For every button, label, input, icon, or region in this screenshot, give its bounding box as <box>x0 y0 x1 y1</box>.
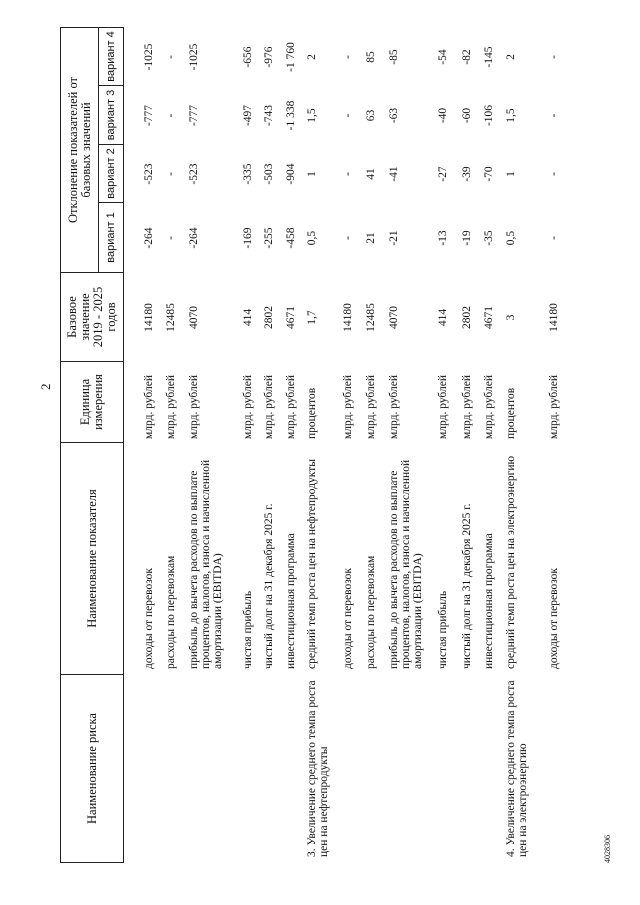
header-indicator: Наименование показателя <box>60 442 124 675</box>
variant-1-value: -35 <box>483 230 495 246</box>
base-value: 414 <box>437 308 449 327</box>
base-value: 14180 <box>342 303 354 332</box>
indicator-name: средний темп роста цен на нефтепродукты <box>306 459 318 669</box>
header-variant-2: вариант 2 <box>98 144 124 203</box>
header-risk: Наименование риска <box>60 674 124 863</box>
header-base: Базовое значение 2019 - 2025 годов <box>60 272 124 362</box>
variant-2-value: -335 <box>242 163 254 185</box>
variant-2-value: - <box>342 172 354 176</box>
base-value: 14180 <box>143 303 155 332</box>
variant-3-value: - <box>548 113 560 118</box>
indicator-name: чистый долг на 31 декабря 2025 г. <box>461 503 473 669</box>
variant-1-value: - <box>342 236 354 240</box>
unit-cell: процентов <box>306 387 318 439</box>
variant-2-value: -523 <box>188 163 200 185</box>
variant-4-value: -1025 <box>143 43 155 71</box>
base-value: 414 <box>242 308 254 327</box>
variant-2-value: 1 <box>306 171 318 177</box>
variant-4-value: -54 <box>437 49 449 65</box>
variant-3-value: -63 <box>388 107 400 124</box>
base-value: 2802 <box>263 306 275 329</box>
base-value: 14180 <box>548 303 560 332</box>
base-value: 2802 <box>461 306 473 329</box>
variant-4-value: -145 <box>483 46 495 68</box>
indicator-name: доходы от перевозок <box>548 567 560 669</box>
variant-2-value: -904 <box>285 163 297 185</box>
variant-2-value: - <box>548 172 560 176</box>
variant-3-value: -40 <box>437 107 449 124</box>
variant-2-value: -41 <box>388 166 400 182</box>
unit-cell: млрд. рублей <box>143 375 155 439</box>
unit-cell: млрд. рублей <box>388 375 400 439</box>
variant-4-value: -656 <box>242 46 254 68</box>
indicator-name: инвестиционная программа <box>483 533 495 669</box>
base-value: 12485 <box>165 303 177 332</box>
indicator-name: чистый долг на 31 декабря 2025 г. <box>263 503 275 669</box>
variant-2-value: -27 <box>437 166 449 182</box>
footer-code: 4028306 <box>603 835 612 863</box>
unit-cell: млрд. рублей <box>242 375 254 439</box>
variant-1-value: -264 <box>188 227 200 249</box>
indicator-name: расходы по перевозкам <box>365 555 377 669</box>
base-value: 4671 <box>285 306 297 329</box>
header-unit: Единица измерения <box>60 361 124 443</box>
base-value: 12485 <box>365 303 377 332</box>
header-deviation: Отклонение показателей от базовых значений <box>60 27 99 273</box>
header-variant-3: вариант 3 <box>98 85 124 145</box>
unit-cell: млрд. рублей <box>365 375 377 439</box>
variant-1-value: -264 <box>143 227 155 249</box>
indicator-name: прибыль до вычета расходов по выплате процентов, налогов, износа и начисленной амортизации (EBITDA) <box>388 459 424 669</box>
unit-cell: млрд. рублей <box>165 375 177 439</box>
base-value: 3 <box>505 314 517 321</box>
variant-4-value: 2 <box>505 54 517 60</box>
variant-4-value: 2 <box>306 54 318 60</box>
variant-4-value: - <box>548 55 560 59</box>
indicator-name: доходы от перевозок <box>143 567 155 669</box>
variant-1-value: 0,5 <box>505 230 517 246</box>
indicator-name: доходы от перевозок <box>342 567 354 669</box>
unit-cell: млрд. рублей <box>263 375 275 439</box>
header-variant-4: вариант 4 <box>98 27 124 86</box>
variant-3-value: - <box>165 113 177 118</box>
variant-3-value: -777 <box>143 104 155 127</box>
variant-1-value: 21 <box>365 232 377 244</box>
variant-4-value: -1025 <box>188 43 200 71</box>
indicator-name: инвестиционная программа <box>285 533 297 669</box>
unit-cell: млрд. рублей <box>548 375 560 439</box>
variant-3-value: 63 <box>365 109 377 122</box>
unit-cell: млрд. рублей <box>342 375 354 439</box>
variant-4-value: 85 <box>365 51 377 63</box>
base-value: 4671 <box>483 306 495 329</box>
variant-1-value: -21 <box>388 230 400 246</box>
variant-3-value: 1,5 <box>505 108 517 123</box>
variant-1-value: -458 <box>285 227 297 249</box>
variant-3-value: -497 <box>242 104 254 127</box>
variant-3-value: -1 338 <box>285 100 297 131</box>
unit-cell: млрд. рублей <box>483 375 495 439</box>
risk-name: 3. Увеличение среднего темпа роста цен на нефтепродукты <box>306 680 330 857</box>
variant-1-value: - <box>548 236 560 240</box>
base-value: 1,7 <box>306 310 318 325</box>
variant-3-value: 1,5 <box>306 108 318 123</box>
unit-cell: млрд. рублей <box>437 375 449 439</box>
indicator-name: средний темп роста цен на электроэнергию <box>505 455 517 669</box>
variant-1-value: -169 <box>242 227 254 249</box>
variant-3-value: -106 <box>483 104 495 127</box>
variant-4-value: -82 <box>461 49 473 65</box>
variant-4-value: -85 <box>388 49 400 65</box>
variant-4-value: - <box>165 55 177 59</box>
unit-cell: млрд. рублей <box>285 375 297 439</box>
variant-2-value: 41 <box>365 168 377 180</box>
page-number: 2 <box>38 383 53 390</box>
risk-name: 4. Увеличение среднего темпа роста цен на электроэнергию <box>505 680 529 857</box>
base-value: 4070 <box>188 306 200 329</box>
variant-3-value: -777 <box>188 104 200 127</box>
variant-2-value: - <box>165 172 177 176</box>
variant-1-value: 0,5 <box>306 230 318 246</box>
variant-4-value: -1 760 <box>285 42 297 72</box>
unit-cell: процентов <box>505 387 517 439</box>
header-variant-1: вариант 1 <box>98 202 124 273</box>
variant-2-value: 1 <box>505 171 517 177</box>
indicator-name: чистая прибыль <box>437 590 449 669</box>
variant-2-value: -523 <box>143 163 155 185</box>
variant-2-value: -70 <box>483 166 495 182</box>
indicator-name: расходы по перевозкам <box>165 555 177 669</box>
variant-3-value: -60 <box>461 107 473 124</box>
variant-3-value: - <box>342 113 354 118</box>
indicator-name: прибыль до вычета расходов по выплате процентов, налогов, износа и начисленной амортизации (EBITDA) <box>188 459 224 669</box>
variant-3-value: -743 <box>263 104 275 127</box>
variant-2-value: -503 <box>263 163 275 185</box>
base-value: 4070 <box>388 306 400 329</box>
variant-4-value: - <box>342 55 354 59</box>
variant-1-value: - <box>165 236 177 240</box>
unit-cell: млрд. рублей <box>461 375 473 439</box>
indicator-name: чистая прибыль <box>242 590 254 669</box>
variant-1-value: -19 <box>461 230 473 246</box>
variant-2-value: -39 <box>461 166 473 182</box>
variant-1-value: -13 <box>437 230 449 246</box>
variant-4-value: -976 <box>263 46 275 68</box>
variant-1-value: -255 <box>263 227 275 249</box>
unit-cell: млрд. рублей <box>188 375 200 439</box>
